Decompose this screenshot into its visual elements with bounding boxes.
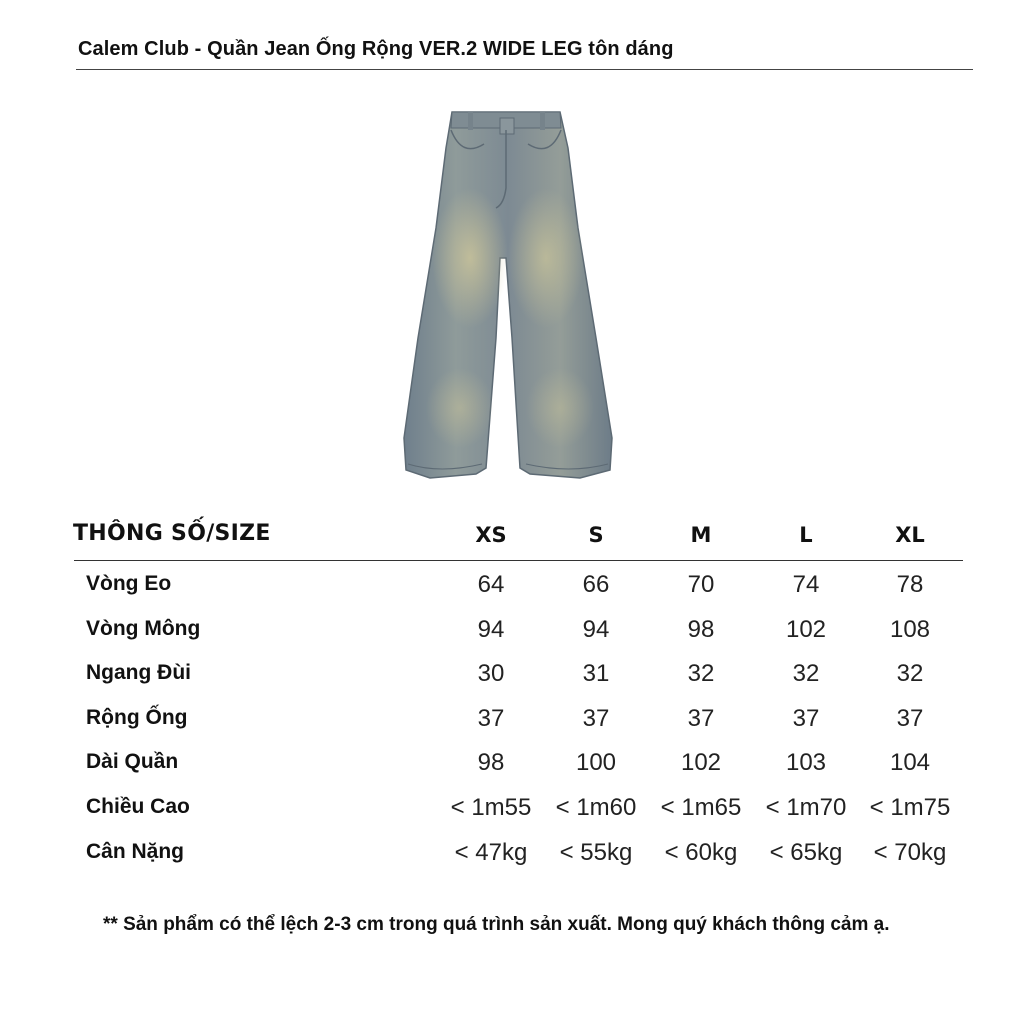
row-label-rong-ong: Rộng Ống xyxy=(86,706,188,729)
table-cell: 30 xyxy=(477,660,505,687)
table-cell: < 70kg xyxy=(873,839,947,866)
table-cell: 74 xyxy=(792,571,820,598)
table-cell: < 1m60 xyxy=(555,794,637,821)
table-cell: 37 xyxy=(687,705,715,732)
row-label-ngang-dui: Ngang Đùi xyxy=(86,661,191,684)
table-cell: 66 xyxy=(582,571,610,598)
table-cell: 98 xyxy=(477,749,505,776)
table-cell: 104 xyxy=(889,749,931,776)
table-cell: 103 xyxy=(785,749,827,776)
table-cell: 94 xyxy=(582,616,610,643)
size-header-m: M xyxy=(690,523,712,547)
table-cell: 102 xyxy=(680,749,722,776)
row-label-dai-quan: Dài Quần xyxy=(86,750,179,773)
table-cell: < 1m70 xyxy=(765,794,847,821)
size-header-l: L xyxy=(799,523,813,547)
row-label-vong-mong: Vòng Mông xyxy=(86,617,201,640)
table-cell: 37 xyxy=(582,705,610,732)
table-cell: 37 xyxy=(896,705,924,732)
table-cell: 102 xyxy=(785,616,827,643)
table-cell: < 60kg xyxy=(664,839,738,866)
size-table-header-label: THÔNG SỐ/SIZE xyxy=(73,521,271,546)
size-header-xl: XL xyxy=(895,523,925,547)
table-cell: 64 xyxy=(477,571,505,598)
table-cell: 37 xyxy=(792,705,820,732)
table-cell: < 1m75 xyxy=(869,794,951,821)
row-label-vong-eo: Vòng Eo xyxy=(86,572,172,595)
table-cell: 94 xyxy=(477,616,505,643)
size-header-xs: XS xyxy=(475,523,507,547)
table-header-divider xyxy=(74,560,963,561)
table-cell: 32 xyxy=(687,660,715,687)
table-cell: 31 xyxy=(582,660,610,687)
table-cell: 98 xyxy=(687,616,715,643)
row-label-can-nang: Cân Nặng xyxy=(86,840,185,863)
table-cell: < 1m55 xyxy=(450,794,532,821)
table-cell: < 47kg xyxy=(454,839,528,866)
table-cell: 100 xyxy=(575,749,617,776)
wide-leg-jeans-photo xyxy=(400,108,616,480)
table-cell: 32 xyxy=(792,660,820,687)
production-note: ** Sản phẩm có thể lệch 2-3 cm trong quá trình sản xuất. Mong quý khách thông cảm ạ. xyxy=(103,914,890,935)
table-cell: 70 xyxy=(687,571,715,598)
table-cell: 37 xyxy=(477,705,505,732)
row-label-chieu-cao: Chiều Cao xyxy=(86,795,190,818)
table-cell: 108 xyxy=(889,616,931,643)
table-cell: < 55kg xyxy=(559,839,633,866)
table-cell: 78 xyxy=(896,571,924,598)
page-title: Calem Club - Quần Jean Ống Rộng VER.2 WIDE LEG tôn dáng xyxy=(78,38,674,60)
title-divider xyxy=(76,69,973,70)
size-header-s: S xyxy=(588,523,604,547)
table-cell: < 65kg xyxy=(769,839,843,866)
table-cell: < 1m65 xyxy=(660,794,742,821)
table-cell: 32 xyxy=(896,660,924,687)
